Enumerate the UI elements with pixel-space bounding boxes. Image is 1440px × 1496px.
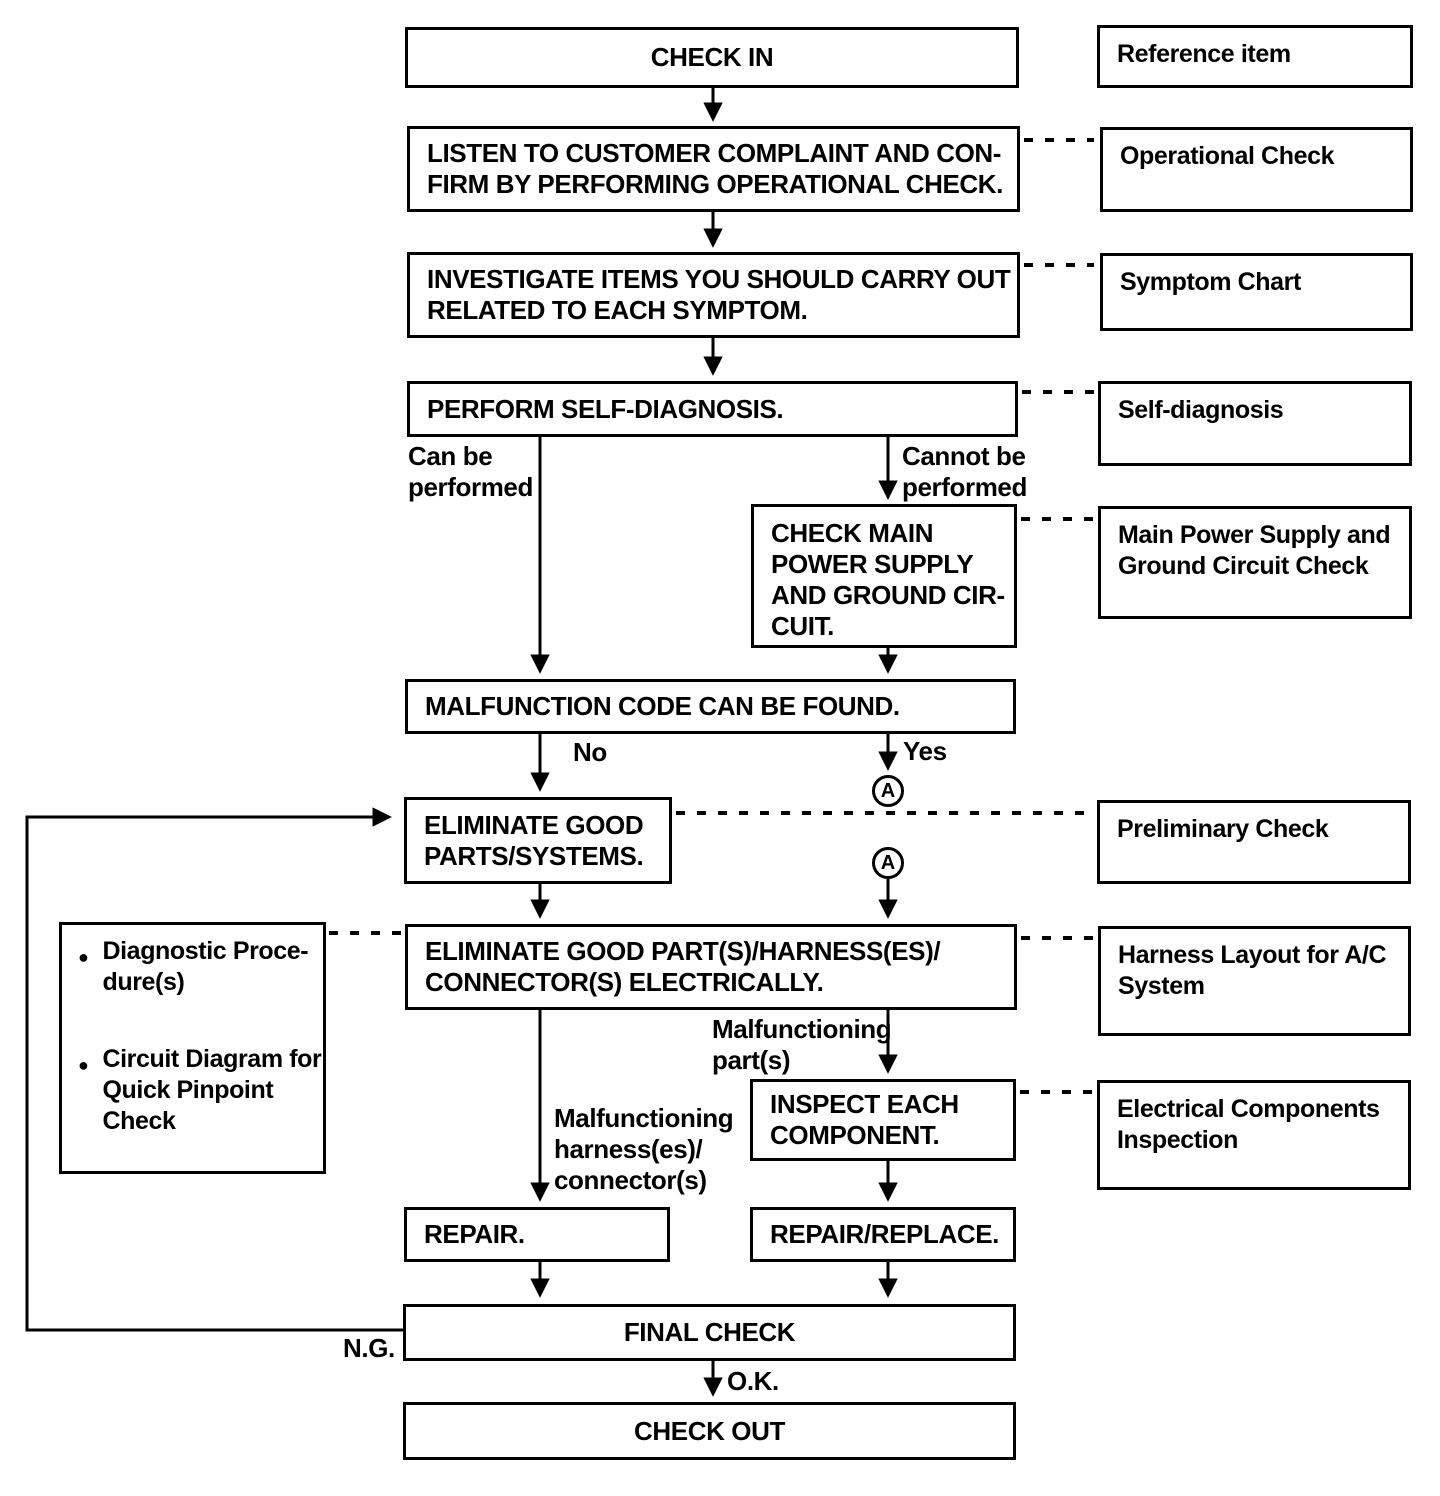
node-repair-replace: REPAIR/REPLACE. [750,1207,1016,1262]
reference-symptom-chart: Symptom Chart [1100,253,1413,331]
label-ng: N.G. [343,1333,395,1363]
label-ok: O.K. [727,1366,779,1396]
reference-header: Reference item [1097,25,1413,88]
node-listen-complaint: LISTEN TO CUSTOMER COMPLAINT AND CON- FIRM BY PERFORMING OPERATIONAL CHECK. [407,126,1020,212]
node-check-out: CHECK OUT [403,1402,1016,1460]
reference-self-diagnosis: Self-diagnosis [1098,381,1412,466]
label-yes: Yes [903,736,947,766]
node-eliminate-good-electrical: ELIMINATE GOOD PART(S)/HARNESS(ES)/ CONNECTOR(S) ELECTRICALLY. [405,924,1017,1010]
label-malfunctioning-harness: Malfunctioning harness(es)/ connector(s) [554,1103,734,1195]
bullet-icon: ● [78,947,89,967]
node-check-in: CHECK IN [405,27,1019,88]
bullet-icon: ● [78,1055,89,1075]
reference-main-power-supply: Main Power Supply and Ground Circuit Check [1098,506,1412,619]
label-can-be-performed: Can be performed [408,441,533,502]
side-note-item-1: ● Diagnostic Proce- dure(s) [78,937,309,996]
side-note-item-2: ● Circuit Diagram for Quick Pinpoint Check [78,1045,322,1135]
node-inspect-each-component: INSPECT EACH COMPONENT. [750,1079,1016,1161]
side-note-box [59,922,326,1174]
reference-operational-check: Operational Check [1100,127,1413,212]
node-perform-self-diagnosis: PERFORM SELF-DIAGNOSIS. [407,381,1018,437]
node-repair: REPAIR. [404,1207,670,1262]
reference-preliminary-check: Preliminary Check [1097,800,1411,884]
label-no: No [573,737,607,767]
node-investigate-items: INVESTIGATE ITEMS YOU SHOULD CARRY OUT RELATED TO EACH SYMPTOM. [407,252,1020,338]
node-final-check: FINAL CHECK [403,1304,1016,1361]
node-malfunction-code-found: MALFUNCTION CODE CAN BE FOUND. [405,679,1016,734]
connector-a-badge-bottom: A [872,847,904,879]
node-check-main-power: CHECK MAIN POWER SUPPLY AND GROUND CIR- CUIT. [751,504,1017,648]
label-cannot-be-performed: Cannot be performed [902,441,1027,502]
label-malfunctioning-parts: Malfunctioning part(s) [712,1014,892,1075]
reference-electrical-components: Electrical Components Inspection [1097,1080,1411,1190]
reference-harness-layout: Harness Layout for A/C System [1098,926,1411,1036]
connector-a-badge-top: A [872,775,904,807]
node-eliminate-good-parts: ELIMINATE GOOD PARTS/SYSTEMS. [404,797,672,884]
